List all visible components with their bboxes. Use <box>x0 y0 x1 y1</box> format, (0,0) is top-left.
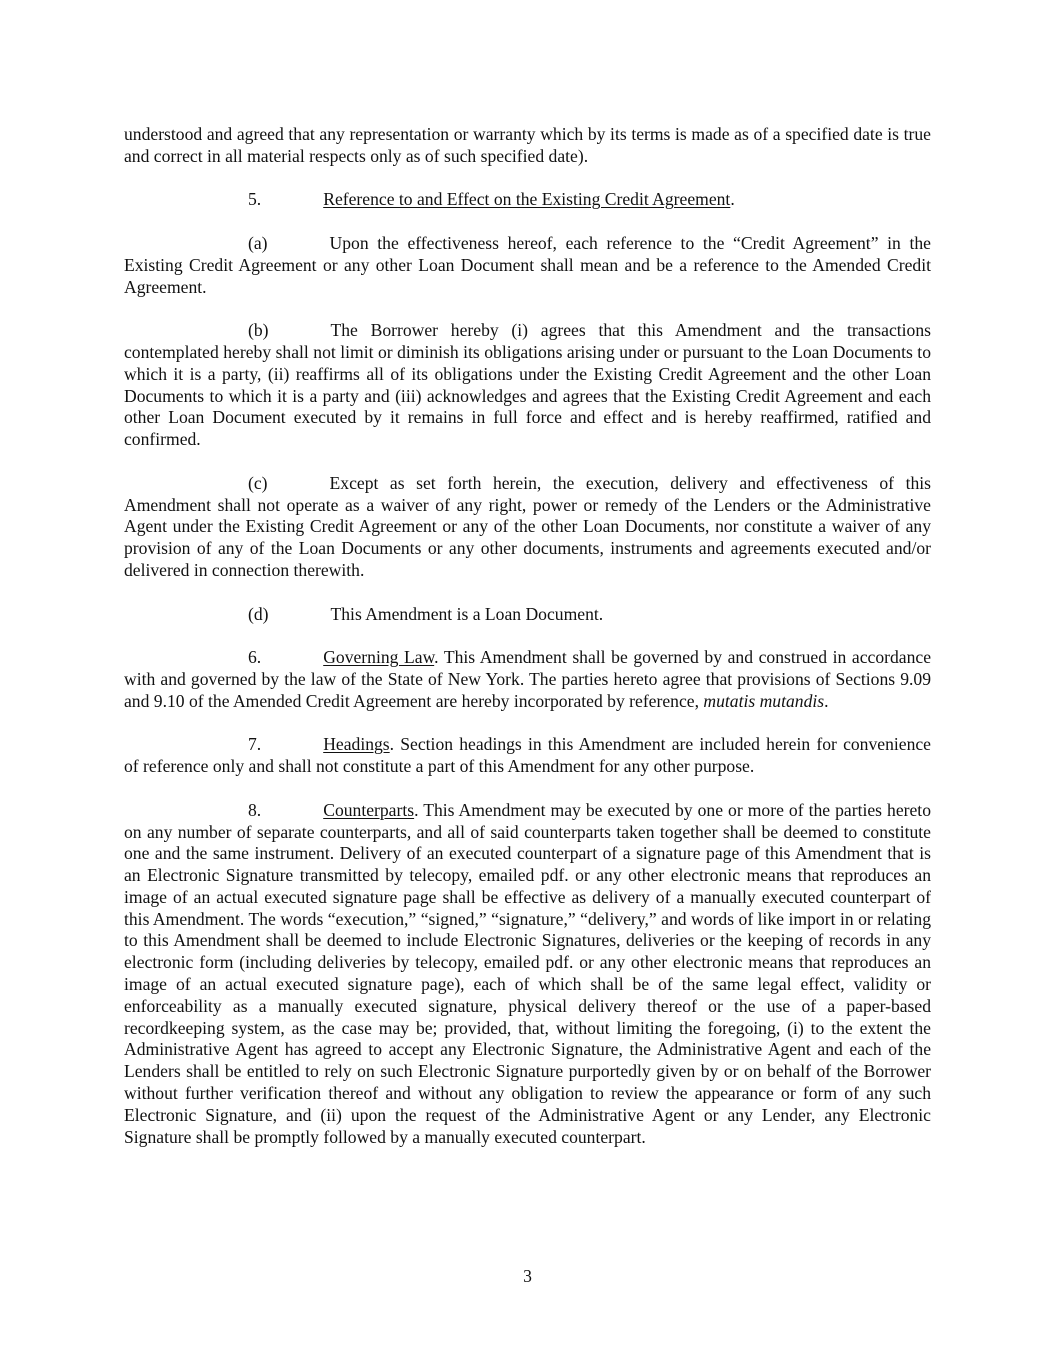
section-5-title: Reference to and Effect on the Existing Credit Agreement <box>323 189 731 210</box>
section-6-paragraph: 6. Governing Law. This Amendment shall be governed by and construed in accordance with and governed by the law of the State of New York. The parties hereto agree that provisions of Sections 9.09 and 9.10 of the Amended Credit Agreement are hereby incorporated by reference, mutatis mutandis. <box>124 647 931 711</box>
document-page <box>124 124 931 1148</box>
section-6-title: Governing Law <box>323 647 435 668</box>
section-8-paragraph <box>124 800 931 1149</box>
section-7-text: . Section headings in this Amendment are included herein for convenience of reference only and shall not constitute a part of this Amendment for any other purpose. <box>124 734 931 777</box>
section-5b-text: The Borrower hereby (i) agrees that this Amendment and the transactions contemplated hereby shall not limit or diminish its obligations arising under or pursuant to the Loan Documents to which it is a party, (ii) reaffirms all of its obligations under the Existing Credit Agreement and the other Loan Documents to which it is a party and (iii) acknowledges and agrees that the Existing Credit Agreement and each other Loan Document executed by it remains in full force and effect and is hereby reaffirmed, ratified and confirmed. <box>124 320 931 450</box>
section-5a-text: Upon the effectiveness hereof, each reference to the “Credit Agreement” in the Existing Credit Agreement or any other Loan Document shall mean and be a reference to the Amended Credit Agreement. <box>124 232 931 297</box>
section-5a-paragraph <box>124 233 931 298</box>
section-5c-label: (c) <box>248 472 268 493</box>
section-7-number: 7. <box>248 734 262 755</box>
section-5d-label: (d) <box>248 603 269 624</box>
section-5d-text: This Amendment is a Loan Document. <box>330 603 604 624</box>
intro-paragraph: understood and agreed that any representation or warranty which by its terms is made as of a specified date is true and correct in all material respects only as of such specified date). <box>124 124 931 166</box>
section-6-text: . This Amendment shall be governed by and construed in accordance with and governed by the law of the State of New York. The parties hereto agree that provisions of Sections 9.09 and 9.10 of the Amended Credit Agreement are hereby incorporated by reference, <box>124 647 931 711</box>
section-8-text: . This Amendment may be executed by one or more of the parties hereto on any number of separate counterparts, and all of said counterparts taken together shall be deemed to constitute one and the same instrument. Delivery of an executed counterpart of a signature page of this Amendment that is an Electronic Signature transmitted by telecopy, emailed pdf. or any other electronic means that reproduces an image of an actual executed signature page shall be effective as delivery of a manually executed counterpart of this Amendment. The words “execution,” “signed,” “signature,” “delivery,” and words of like import in or relating to this Amendment shall be deemed to include Electronic Signatures, deliveries or the keeping of records in any electronic form (including deliveries by telecopy, emailed pdf. or any other electronic means that reproduces an image of an actual executed signature page), each of which shall be of the same legal effect, validity or enforceability as a manually executed signature, physical delivery thereof or the use of a paper-based recordkeeping system, as the case may be; provided, that, without limiting the foregoing, (i) to the extent the Administrative Agent has agreed to accept any Electronic Signature, the Administrative Agent and each of the Lenders shall be entitled to rely on such Electronic Signature purportedly given by or on behalf of the Borrower without further verification thereof and without any obligation to review the appearance or form of any such Electronic Signature, and (ii) upon the request of the Administrative Agent or any Lender, any Electronic Signature shall be promptly followed by a manually executed counterpart. <box>124 799 931 1147</box>
page-number: 3 <box>523 1266 532 1286</box>
section-5c-paragraph <box>124 473 931 582</box>
section-6-italic: mutatis mutandis <box>703 690 825 711</box>
section-5d-paragraph <box>124 604 931 626</box>
section-5c-text: Except as set forth herein, the execution, delivery and effectiveness of this Amendment shall not operate as a waiver of any right, power or remedy of the Lenders or the Administrative Agent under the Existing Credit Agreement or any of the other Loan Documents, nor constitute a waiver of any provision of any of the Loan Documents or any other documents, instruments and agreements executed and/or delivered in connection therewith. <box>124 472 931 580</box>
section-7-paragraph <box>124 734 931 778</box>
section-5-number: 5. <box>248 189 262 210</box>
section-5b-label: (b) <box>248 320 269 341</box>
section-6-number: 6. <box>248 647 262 668</box>
section-5a-label: (a) <box>248 232 268 253</box>
section-7-title: Headings <box>323 734 390 755</box>
section-5-heading: 5. Reference to and Effect on the Existing Credit Agreement. <box>248 189 735 210</box>
section-8-number: 8. <box>248 799 262 820</box>
section-5b-paragraph <box>124 320 931 451</box>
section-8-title: Counterparts <box>323 799 415 820</box>
